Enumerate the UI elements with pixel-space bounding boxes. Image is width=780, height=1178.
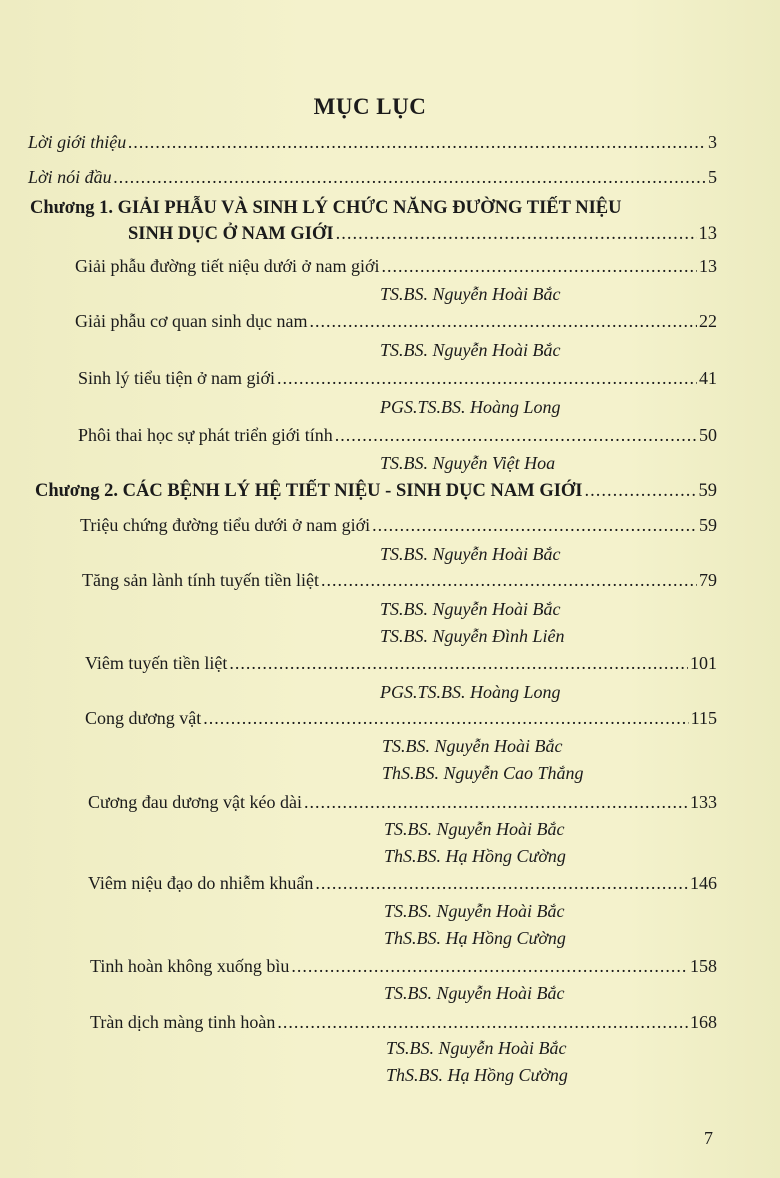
- author: TS.BS. Nguyễn Hoài Bắc: [384, 983, 565, 1003]
- entry-page: 13: [698, 224, 717, 244]
- entry-page: 5: [708, 167, 717, 187]
- entry-label: Tràn dịch màng tinh hoàn: [90, 1012, 276, 1032]
- dot-leader: [203, 708, 688, 729]
- toc-entry-front: [28, 167, 717, 188]
- author: TS.BS. Nguyễn Hoài Bắc: [382, 736, 563, 756]
- entry-page: 115: [690, 708, 717, 728]
- toc-entry: [75, 256, 717, 277]
- entry-label: Cong dương vật: [85, 708, 202, 728]
- chapter-1-heading-line2: [128, 224, 717, 245]
- entry-label: Chương 2. CÁC BỆNH LÝ HỆ TIẾT NIỆU - SINH DỤC NAM GIỚI: [35, 481, 583, 501]
- entry-label: Viêm niệu đạo do nhiễm khuẩn: [88, 873, 314, 893]
- author: TS.BS. Nguyễn Hoài Bắc: [380, 599, 561, 619]
- author: ThS.BS. Hạ Hồng Cường: [386, 1065, 568, 1085]
- toc-entry: [82, 570, 717, 591]
- dot-leader: [304, 792, 688, 813]
- toc-entry: [88, 792, 717, 813]
- entry-page: 50: [699, 425, 717, 445]
- entry-label: SINH DỤC Ở NAM GIỚI: [128, 224, 334, 244]
- entry-page: 22: [699, 311, 717, 331]
- author: TS.BS. Nguyễn Hoài Bắc: [380, 284, 561, 304]
- toc-entry: [75, 311, 717, 332]
- page-title: MỤC LỤC: [313, 94, 427, 119]
- entry-label: Lời giới thiệu: [28, 132, 127, 152]
- entry-page: 59: [699, 515, 717, 535]
- dot-leader: [309, 311, 697, 332]
- entry-page: 146: [690, 873, 717, 893]
- author: TS.BS. Nguyễn Đình Liên: [380, 626, 565, 646]
- dot-leader: [382, 256, 697, 277]
- dot-leader: [335, 425, 697, 446]
- author: TS.BS. Nguyễn Hoài Bắc: [380, 340, 561, 360]
- toc-entry: [90, 956, 717, 977]
- author: TS.BS. Nguyễn Hoài Bắc: [380, 544, 561, 564]
- author: PGS.TS.BS. Hoàng Long: [380, 397, 561, 417]
- entry-page: 168: [690, 1012, 717, 1032]
- entry-label: Phôi thai học sự phát triển giới tính: [78, 425, 333, 445]
- entry-label: Lời nói đầu: [28, 167, 112, 187]
- dot-leader: [229, 653, 688, 674]
- dot-leader: [585, 481, 697, 502]
- author: TS.BS. Nguyễn Hoài Bắc: [386, 1038, 567, 1058]
- author: TS.BS. Nguyễn Hoài Bắc: [384, 819, 565, 839]
- author: ThS.BS. Hạ Hồng Cường: [384, 846, 566, 866]
- toc-entry: [85, 653, 717, 674]
- entry-page: 13: [699, 256, 717, 276]
- entry-label: Sinh lý tiểu tiện ở nam giới: [78, 368, 276, 388]
- entry-label: Giải phẫu đường tiết niệu dưới ở nam giới: [75, 256, 380, 276]
- author: PGS.TS.BS. Hoàng Long: [380, 682, 561, 702]
- toc-entry: [78, 368, 717, 389]
- entry-label: Giải phẫu cơ quan sinh dục nam: [75, 311, 308, 331]
- toc-entry: [90, 1012, 717, 1033]
- entry-label: Viêm tuyến tiền liệt: [85, 653, 228, 673]
- entry-page: 41: [699, 368, 717, 388]
- toc-entry: [80, 515, 717, 536]
- chapter-1-heading: Chương 1. GIẢI PHẪU VÀ SINH LÝ CHỨC NĂNG ĐƯỜNG TIẾT NIỆU: [30, 198, 622, 218]
- toc-entry-front: [28, 132, 717, 153]
- dot-leader: [336, 224, 697, 245]
- dot-leader: [277, 368, 697, 389]
- dot-leader: [114, 167, 706, 188]
- entry-label: Tinh hoàn không xuống bìu: [90, 956, 290, 976]
- dot-leader: [128, 132, 706, 153]
- toc-entry: [78, 425, 717, 446]
- author: ThS.BS. Nguyễn Cao Thắng: [382, 763, 584, 783]
- dot-leader: [315, 873, 688, 894]
- dot-leader: [321, 570, 697, 591]
- dot-leader: [291, 956, 688, 977]
- entry-page: 59: [698, 481, 717, 501]
- chapter-2-heading: [35, 481, 717, 502]
- dot-leader: [372, 515, 697, 536]
- entry-label: Triệu chứng đường tiểu dưới ở nam giới: [80, 515, 371, 535]
- entry-page: 3: [708, 132, 717, 152]
- author: TS.BS. Nguyễn Việt Hoa: [380, 453, 556, 473]
- page-number: 7: [704, 1128, 713, 1148]
- entry-page: 158: [690, 956, 717, 976]
- author: TS.BS. Nguyễn Hoài Bắc: [384, 901, 565, 921]
- entry-label: Cương đau dương vật kéo dài: [88, 792, 303, 812]
- dot-leader: [277, 1012, 688, 1033]
- toc-entry: [88, 873, 717, 894]
- author: ThS.BS. Hạ Hồng Cường: [384, 928, 566, 948]
- entry-label: Tăng sản lành tính tuyến tiền liệt: [82, 570, 319, 590]
- entry-page: 133: [690, 792, 717, 812]
- entry-page: 101: [690, 653, 717, 673]
- entry-page: 79: [699, 570, 717, 590]
- toc-entry: [85, 708, 717, 729]
